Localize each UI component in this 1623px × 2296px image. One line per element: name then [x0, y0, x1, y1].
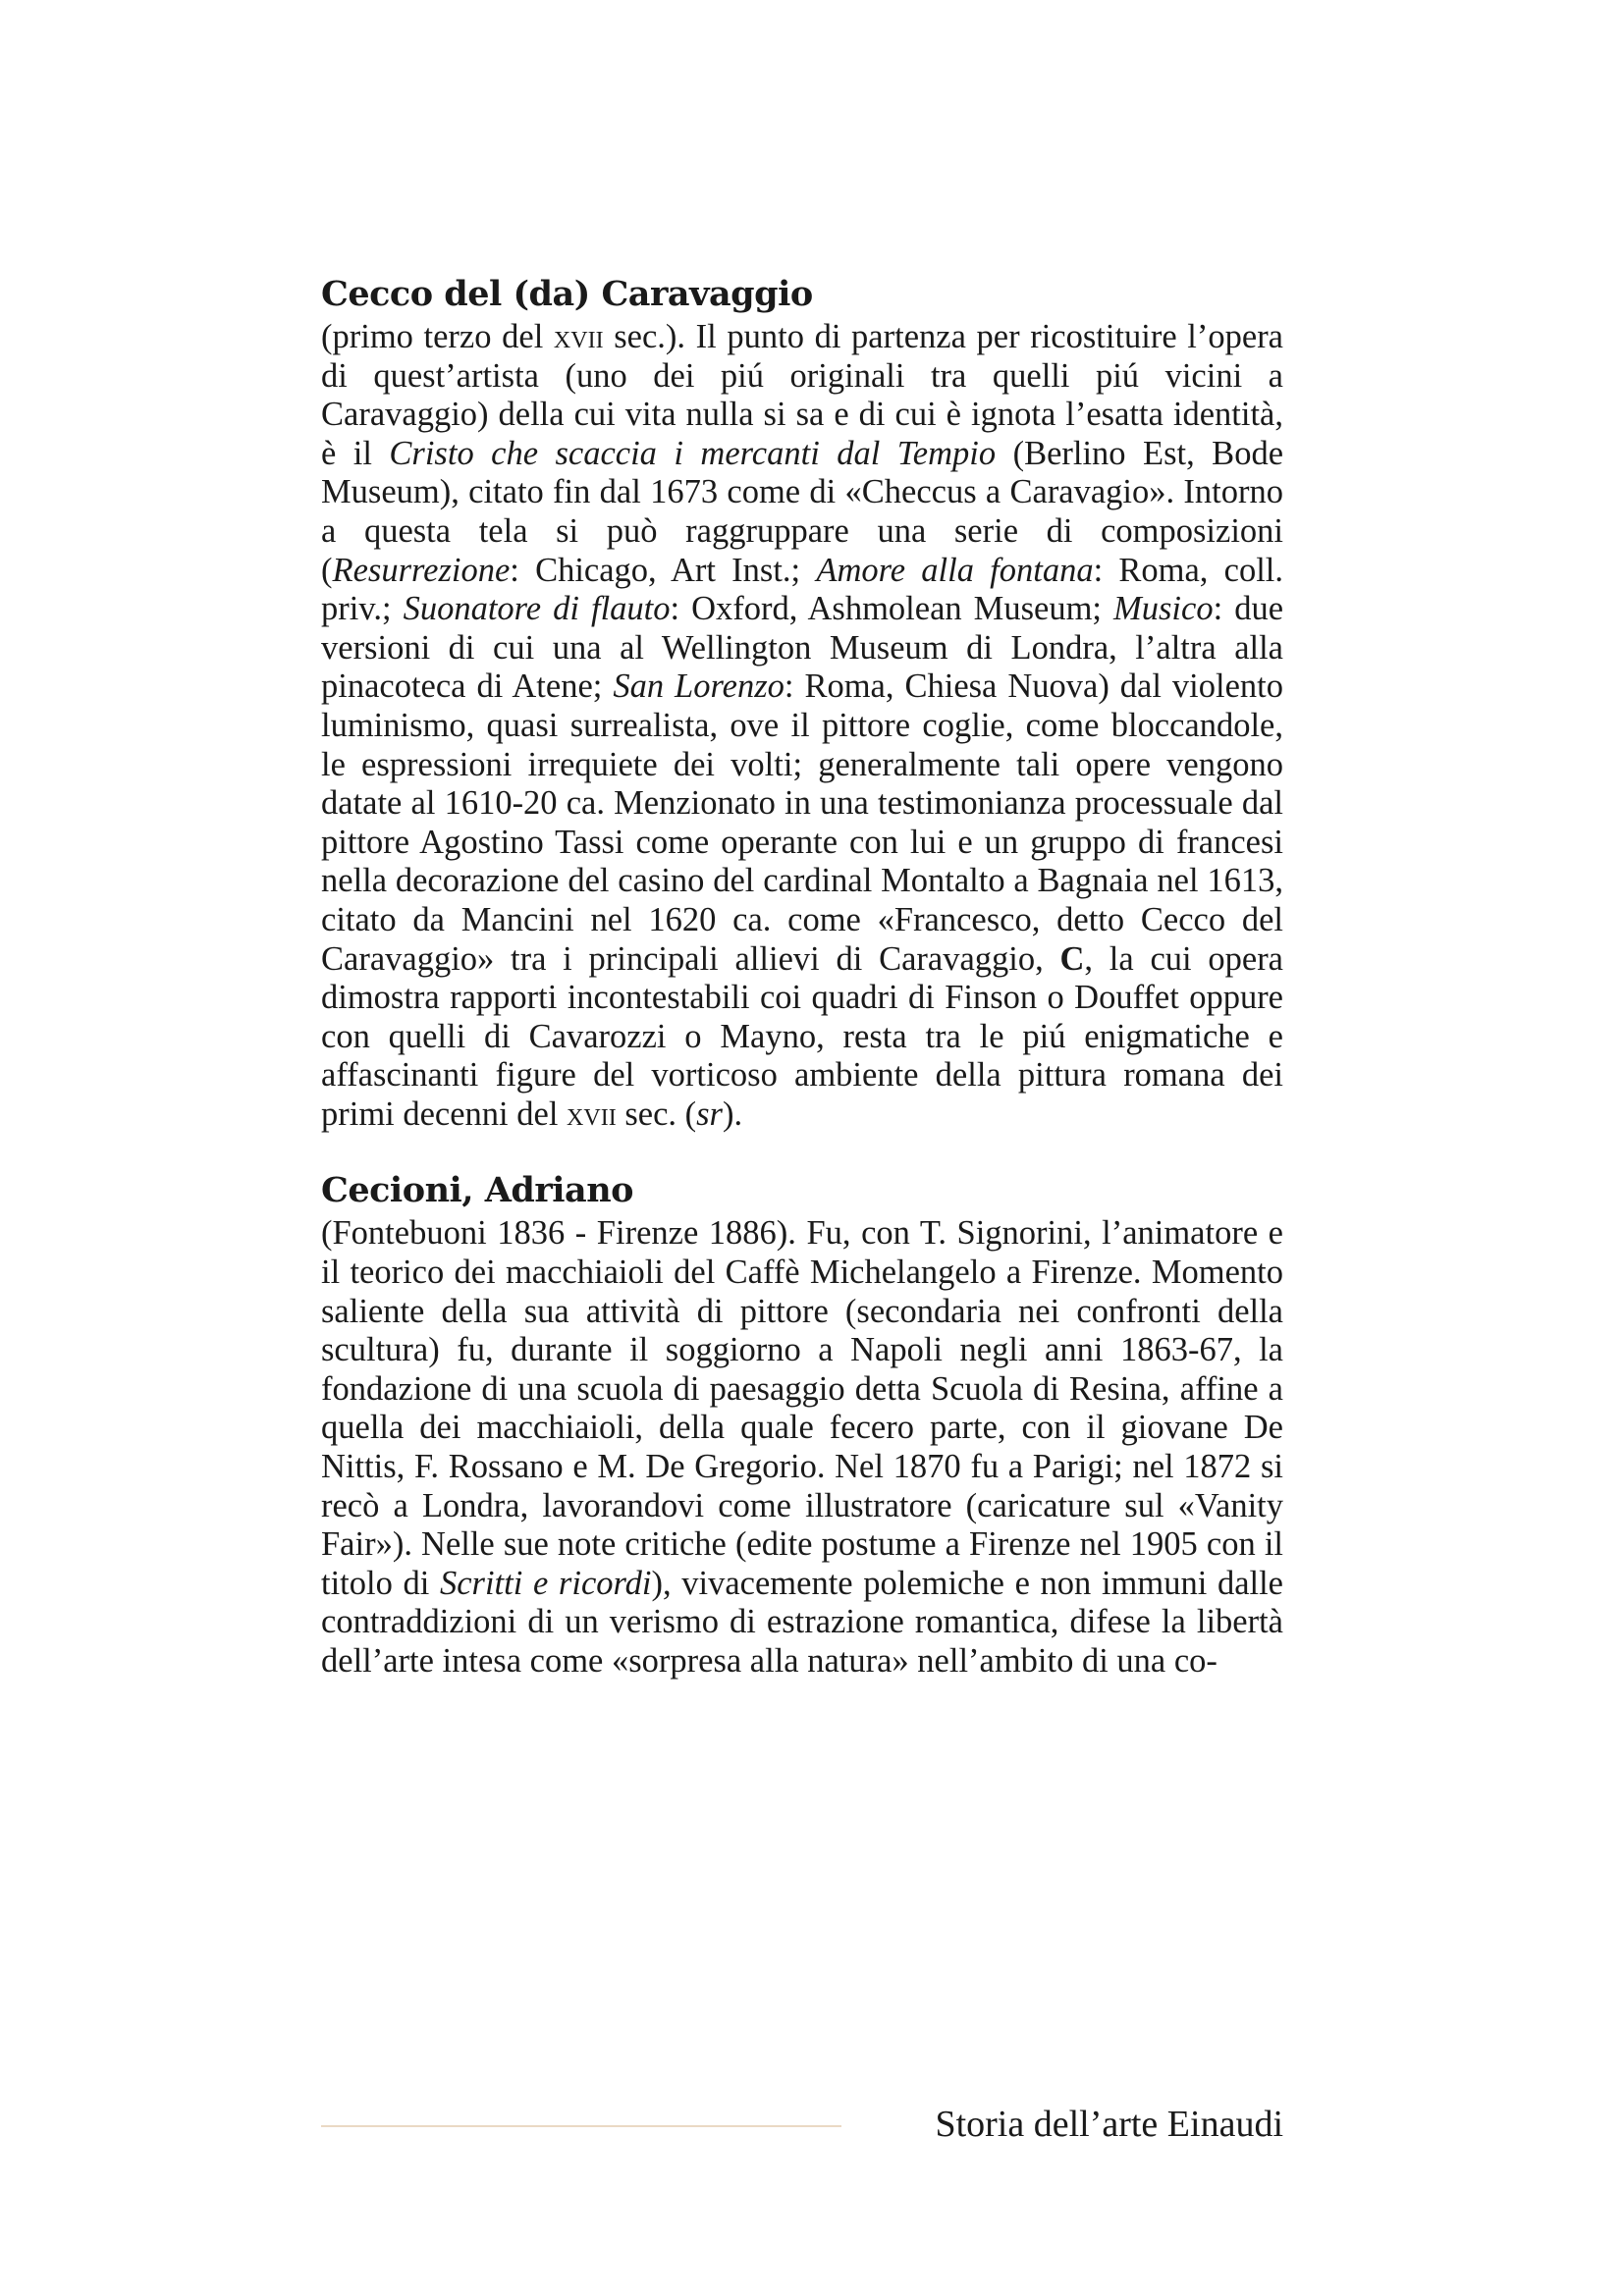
- text-run: (primo terzo del: [321, 318, 554, 355]
- text-run: (Fontebuoni 1836 - Firenze 1886). Fu, con T. Signorini, l’animatore e il teorico dei macchiaioli del Caffè Michelangelo a Firenze. Momento saliente della sua attività di pittore (secondaria nei confronti della scultura) fu, durante il soggiorno a Napoli negli anni 1863-67, la fondazione di una scuola di paesaggio detta Scuola di Resina, affine a quella dei macchiaioli, della quale fecero parte, con il giovane De Nittis, F. Rossano e M. De Gregorio. Nel 1870 fu a Parigi; nel 1872 si recò a Londra, lavorandovi come illustratore (caricature sul «Vanity Fair»). Nelle sue note critiche (edite postume a Firenze nel 1905 con il titolo di: [321, 1214, 1283, 1602]
- italic-text: sr: [696, 1095, 723, 1133]
- page-footer: [321, 2099, 1283, 2150]
- text-run: : due versioni di cui una al Wellington Museum di Londra, l’altra alla pinacoteca di Atene;: [321, 590, 1284, 706]
- text-run: : Roma, coll. priv.;: [321, 551, 1283, 628]
- text-run: ).: [722, 1095, 743, 1133]
- entry-cecco: [321, 271, 1283, 1134]
- text-run: : Oxford, Ashmolean Museum;: [670, 590, 1114, 628]
- entry-title: Cecioni, Adriano: [321, 1170, 634, 1211]
- text-run: sec.). Il punto di partenza per ricostituire l’opera di quest’artista (uno dei piú originali tra quelli piú vicini a Caravaggio) della cui vita nulla si sa e di cui è ignota l’esatta identità, è il: [321, 318, 1283, 472]
- entry-cecioni: [321, 1167, 1283, 1681]
- entry-body: [321, 318, 1283, 1134]
- italic-text: Scritti e ricordi: [439, 1564, 652, 1602]
- italic-text: San Lorenzo: [613, 667, 784, 706]
- text-run: : Roma, Chiesa Nuova) dal violento luminismo, quasi surrealista, ove il pittore coglie, come bloccandole, le espressioni irrequiete dei volti; generalmente tali opere vengono datate al 1610-20 ca. Menzionato in una testimonianza processuale dal pittore Agostino Tassi come operante con lui e un gruppo di francesi nella decorazione del casino del cardinal Montalto a Bagnaia nel 1613, citato da Mancini nel 1620 ca. come «Francesco, detto Cecco del Caravaggio» tra i principali allievi di Caravaggio,: [321, 667, 1283, 978]
- text-run: , la cui opera dimostra rapporti incontestabili coi quadri di Finson o Douffet oppure con quelli di Cavarozzi o Mayno, resta tra le piú enigmatiche e affascinanti figure del vorticoso ambiente della pittura romana dei primi decenni del: [321, 939, 1283, 1133]
- italic-text: Musico: [1113, 590, 1214, 628]
- text-run: (Berlino Est, Bode Museum), citato fin dal 1673 come di «Checcus a Caravagio». Intorno a questa tela si può raggruppare una serie di composizioni (: [321, 434, 1284, 589]
- text-run: : Chicago, Art Inst.;: [510, 551, 817, 589]
- text-run: ), vivacemente polemiche e non immuni dalle contraddizioni di un verismo di estrazione romantica, difese la libertà dell’arte intesa come «sorpresa alla natura» nell’ambito di una co-: [321, 1564, 1283, 1680]
- italic-text: Suonatore di flauto: [403, 590, 671, 628]
- text-run: sec. (: [616, 1095, 697, 1133]
- smallcaps-text: xvii: [567, 1095, 617, 1133]
- publisher-name: Storia dell’arte Einaudi: [935, 2104, 1283, 2145]
- smallcaps-text: xvii: [553, 318, 604, 355]
- entry-body: [321, 1214, 1283, 1681]
- italic-text: Resurrezione: [332, 551, 511, 589]
- footer-rule: [321, 2125, 841, 2127]
- italic-text: Amore alla fontana: [816, 551, 1094, 589]
- entry-title: Cecco del (da) Caravaggio: [321, 274, 813, 314]
- italic-text: Cristo che scaccia i mercanti dal Tempio: [389, 434, 997, 472]
- article-column: [321, 271, 1283, 1715]
- bold-text: C: [1059, 939, 1085, 978]
